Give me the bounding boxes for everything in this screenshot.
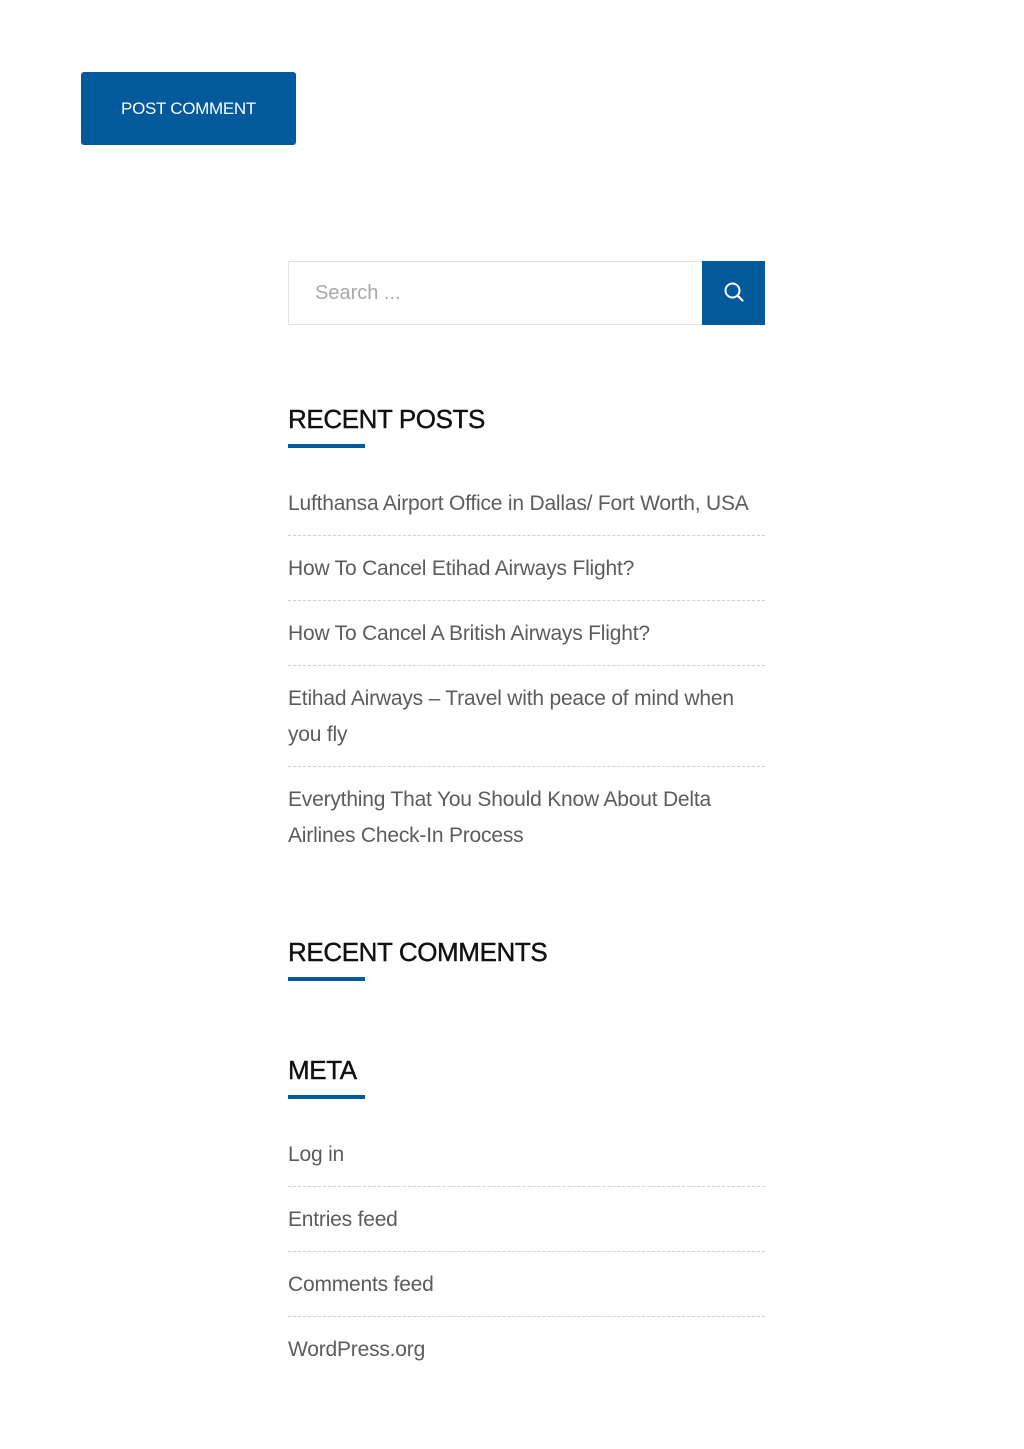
recent-posts-title: RECENT POSTS (288, 404, 485, 434)
recent-post-link[interactable]: How To Cancel A British Airways Flight? (288, 622, 650, 645)
list-item (288, 666, 765, 767)
recent-comments-title: RECENT COMMENTS (288, 937, 548, 967)
meta-link-wordpress-org[interactable]: WordPress.org (288, 1338, 426, 1361)
recent-post-link[interactable]: How To Cancel Etihad Airways Flight? (288, 557, 635, 580)
sidebar (288, 261, 765, 1361)
meta-link-log-in[interactable]: Log in (288, 1143, 345, 1166)
list-item (288, 1137, 765, 1187)
meta-widget (288, 1054, 765, 1381)
title-underline (288, 977, 365, 981)
list-item (288, 601, 765, 666)
list-item (288, 1317, 765, 1381)
search-input[interactable] (288, 261, 702, 325)
search-button[interactable] (702, 261, 765, 325)
list-item (288, 486, 765, 536)
title-underline (288, 1095, 365, 1099)
recent-comments-widget (288, 936, 765, 981)
meta-list (288, 1137, 765, 1381)
meta-link-comments-feed[interactable]: Comments feed (288, 1273, 434, 1296)
title-underline (288, 444, 365, 448)
post-comment-button[interactable]: POST COMMENT (81, 72, 296, 145)
meta-title: META (288, 1055, 357, 1085)
recent-post-link[interactable]: Everything That You Should Know About Delta Airlines Check-In Process (288, 788, 711, 847)
list-item (288, 1187, 765, 1252)
search-icon (723, 281, 745, 306)
list-item (288, 536, 765, 601)
recent-post-link[interactable]: Etihad Airways – Travel with peace of mind when you fly (288, 687, 734, 746)
search-form (288, 261, 765, 325)
list-item (288, 1252, 765, 1317)
recent-posts-list (288, 486, 765, 867)
list-item (288, 767, 765, 867)
recent-posts-widget (288, 403, 765, 867)
meta-link-entries-feed[interactable]: Entries feed (288, 1208, 398, 1231)
recent-post-link[interactable]: Lufthansa Airport Office in Dallas/ Fort Worth, USA (288, 492, 749, 515)
